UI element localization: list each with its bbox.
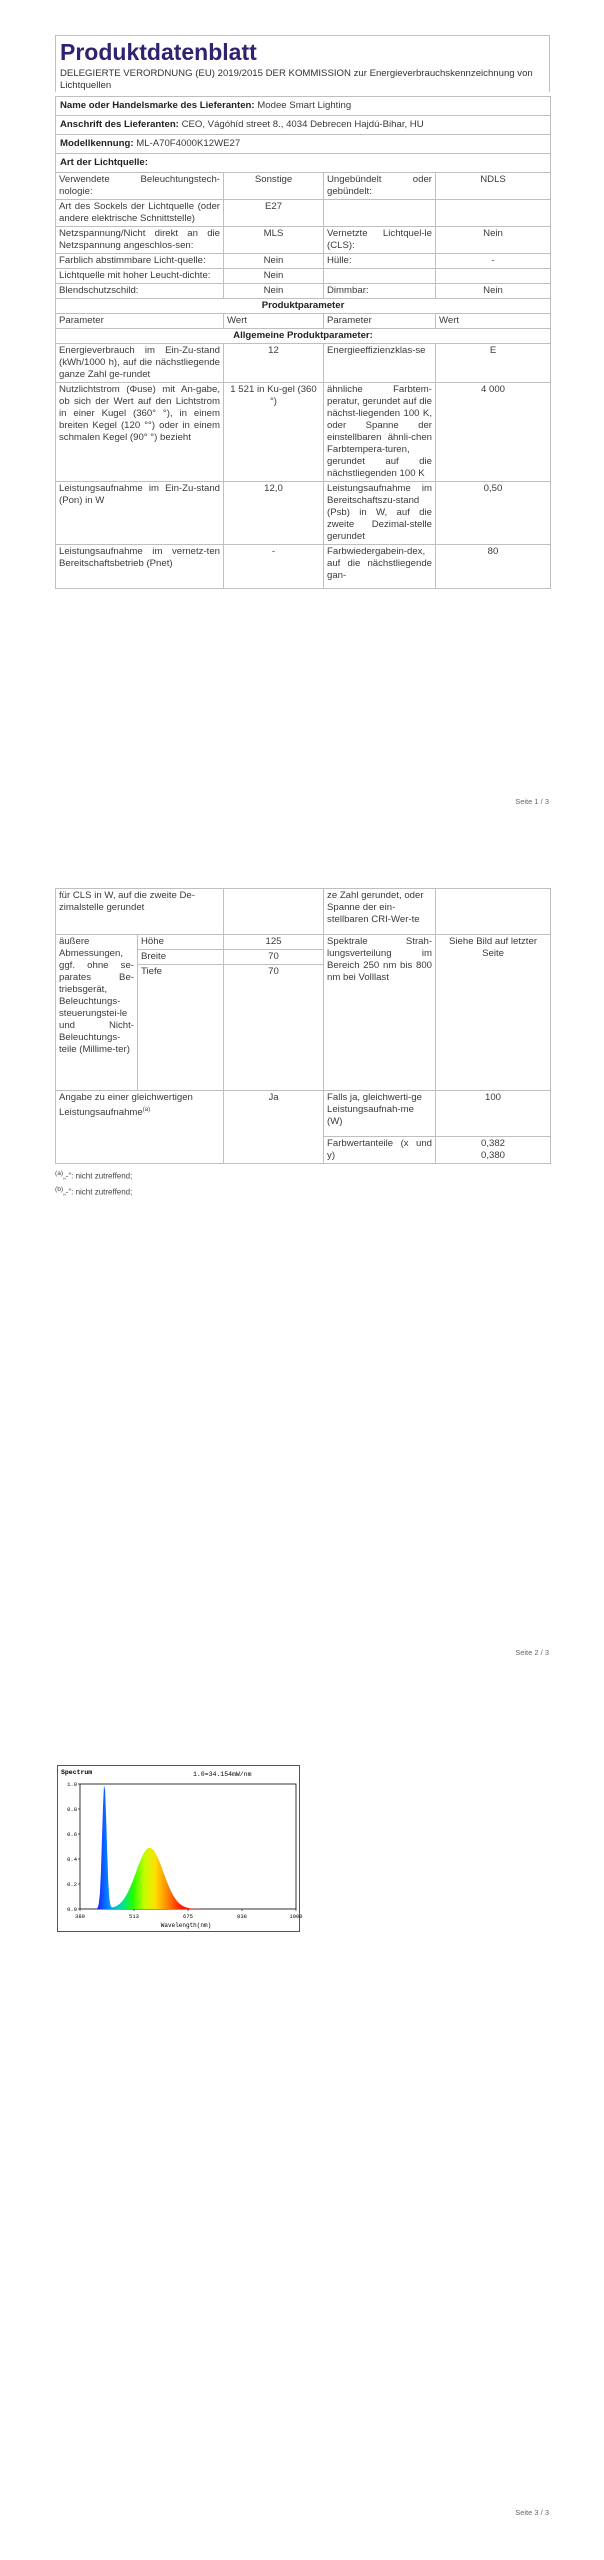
type-label [324, 269, 436, 284]
y-tick-label: 0.6 [67, 1831, 77, 1838]
param-value: E [436, 344, 551, 383]
equivalent-power-w-value: 100 [436, 1091, 551, 1137]
model-value: ML-A70F4000K12WE27 [136, 138, 241, 149]
spectrum-figure [57, 1765, 303, 1932]
param-value: - [224, 545, 324, 589]
equivalent-power-w-label: Falls ja, gleichwerti-ge Leistungsaufnah-me (W) [324, 1091, 436, 1137]
supplier-name-value: Modee Smart Lighting [257, 100, 352, 111]
page-1 [0, 0, 604, 820]
supplier-name-row [56, 97, 551, 116]
type-row [56, 269, 551, 284]
spectrum-title: Spectrum [61, 1769, 93, 1776]
type-value: Nein [224, 284, 324, 299]
dimension-name: Höhe [138, 935, 224, 950]
type-value [436, 269, 551, 284]
continued-row [56, 889, 551, 935]
param-label: ähnliche Farbtem-peratur, gerundet auf die nächst-liegenden 100 K, oder Spanne der einstellbaren ähnli-chen Farbtempera-turen, gerundet auf die nächstliegenden 100 K [324, 383, 436, 482]
datasheet-table-page-2 [55, 888, 551, 1164]
footnote-text: „-“: nicht zutreffend; [63, 1187, 133, 1197]
param-value: 0,50 [436, 482, 551, 545]
type-row [56, 254, 551, 269]
param-value: 12,0 [224, 482, 324, 545]
type-row [56, 284, 551, 299]
spectrum-curve [80, 1785, 219, 1909]
model-label: Modellkennung: [60, 138, 134, 149]
dimension-value: 70 [224, 965, 324, 1091]
title-block [55, 35, 550, 92]
param-row [56, 383, 551, 482]
param-label: Energieverbrauch im Ein-Zu-stand (kWh/1000 h), auf die nächstliegende ganze Zahl ge-rundet [56, 344, 224, 383]
type-label: Vernetzte Lichtquel-le (CLS): [324, 227, 436, 254]
type-row [56, 200, 551, 227]
column-header: Wert [224, 314, 324, 329]
param-label: Leistungsaufnahme im Ein-Zu-stand (Pon) in W [56, 482, 224, 545]
type-value: NDLS [436, 173, 551, 200]
type-value [436, 200, 551, 227]
equivalent-power-value: Ja [224, 1091, 324, 1164]
product-params-title: Produktparameter [56, 299, 551, 314]
type-label: Art des Sockels der Lichtquelle (oder andere elektrische Schnittstelle) [56, 200, 224, 227]
type-label: Dimmbar: [324, 284, 436, 299]
type-value: Nein [436, 227, 551, 254]
x-tick-label: 513 [129, 1913, 139, 1920]
spectrum-x-label: Wavelength(nm) [160, 1922, 212, 1929]
chromaticity-y-value: 0,380 [481, 1150, 506, 1161]
param-label: Leistungsaufnahme im Bereitschaftszu-stand (Psb) in W, auf die zweite Dezimal-stelle gerundet [324, 482, 436, 545]
general-params-title: Allgemeine Produktparameter: [56, 329, 551, 344]
spectrum-annotation: 1.0=34.154mW/nm [193, 1771, 252, 1778]
y-tick-label: 1.0 [67, 1781, 77, 1788]
param-label: Farbwiedergabein-dex, auf die nächstliegende gan- [324, 545, 436, 589]
footnotes [55, 1167, 550, 1198]
x-tick-label: 675 [183, 1913, 193, 1920]
footnote-mark: (b) [55, 1185, 64, 1193]
datasheet-page-1 [55, 35, 550, 589]
param-value [436, 889, 551, 935]
x-tick-label: 838 [237, 1913, 247, 1920]
page-number: Seite 1 / 3 [515, 797, 549, 806]
chromaticity-label: Farbwertanteile (x und y) [324, 1137, 436, 1164]
param-value: 12 [224, 344, 324, 383]
type-value: - [436, 254, 551, 269]
page-number: Seite 3 / 3 [515, 2508, 549, 2517]
column-header: Parameter [56, 314, 224, 329]
page-title: Produktdatenblatt [60, 39, 257, 65]
model-row [56, 135, 551, 154]
dimension-name: Tiefe [138, 965, 224, 1091]
equivalent-power-row [56, 1091, 551, 1137]
footnote-text: „-“: nicht zutreffend; [63, 1171, 133, 1181]
footnote-ref: (a) [142, 1107, 151, 1113]
datasheet-page-2 [55, 888, 550, 1198]
type-value: Sonstige [224, 173, 324, 200]
y-tick-label: 0.2 [67, 1881, 77, 1888]
param-value: 4 000 [436, 383, 551, 482]
type-label: Netzspannung/Nicht direkt an die Netzspannung angeschlos-sen: [56, 227, 224, 254]
y-tick-label: 0.8 [67, 1806, 77, 1813]
y-tick-label: 0.4 [67, 1856, 77, 1863]
light-source-type-label: Art der Lichtquelle: [56, 154, 551, 173]
y-tick-label: 0.0 [67, 1906, 77, 1913]
param-value: 1 521 in Ku-gel (360 °) [224, 383, 324, 482]
product-params-header-row [56, 299, 551, 314]
type-label: Farblich abstimmbare Licht-quelle: [56, 254, 224, 269]
type-label [324, 200, 436, 227]
light-source-type-row [56, 154, 551, 173]
dimension-value: 70 [224, 950, 324, 965]
regulation-subtitle: DELEGIERTE VERORDNUNG (EU) 2019/2015 DER KOMMISSION zur Energieverbrauchskennzeichnung von Lichtquellen [60, 68, 533, 91]
dimension-value: 125 [224, 935, 324, 950]
x-tick-label: 1000 [289, 1913, 303, 1920]
page-number: Seite 2 / 3 [515, 1648, 549, 1657]
type-value: MLS [224, 227, 324, 254]
footnote-a [55, 1167, 550, 1183]
type-label: Verwendete Beleuchtungstech-nologie: [56, 173, 224, 200]
type-label: Lichtquelle mit hoher Leucht-dichte: [56, 269, 224, 284]
spectrum-chart [58, 1766, 303, 1931]
param-label: für CLS in W, auf die zweite De-zimalstelle gerundet [56, 889, 224, 935]
footnote-mark: (a) [55, 1170, 64, 1177]
param-row [56, 482, 551, 545]
param-row [56, 344, 551, 383]
spectral-label: Spektrale Strah-lungsverteilung im Bereich 250 nm bis 800 nm bei Volllast [324, 935, 436, 1091]
param-label: Energieeffizienzklas-se [324, 344, 436, 383]
equivalent-power-label: Angabe zu einer gleichwertigen Leistungsaufnahme [59, 1092, 193, 1119]
datasheet-table-page-1 [55, 96, 551, 589]
param-label: Nutzlichtstrom (Φuse) mit An-gabe, ob sich der Wert auf den Lichtstrom in einer Kugel (360° °), in einem breiten Kegel (120 °°) oder in einem schmalen Kegel (90° °) bezieht [56, 383, 224, 482]
type-value: Nein [224, 269, 324, 284]
param-label: ze Zahl gerundet, oder Spanne der ein-stellbaren CRI-Wer-te [324, 889, 436, 935]
dimension-row [56, 935, 551, 950]
param-row [56, 545, 551, 589]
type-label: Blendschutzschild: [56, 284, 224, 299]
supplier-address-value: CEO, Vágóhíd street 8., 4034 Debrecen Hajdú-Bihar, HU [181, 119, 424, 130]
type-row [56, 173, 551, 200]
dimensions-label: äußere Abmessungen, ggf. ohne se-parates Be-triebsgerät, Beleuchtungs-steuerungstei-le und Nicht-Beleuchtungs-teile (Millime-ter) [56, 935, 138, 1091]
type-label: Hülle: [324, 254, 436, 269]
param-label: Leistungsaufnahme im vernetz-ten Bereitschaftsbetrieb (Pnet) [56, 545, 224, 589]
spectral-value: Siehe Bild auf letzter Seite [436, 935, 551, 1091]
dimension-name: Breite [138, 950, 224, 965]
footnote-b [55, 1183, 550, 1199]
column-header: Parameter [324, 314, 436, 329]
supplier-address-label: Anschrift des Lieferanten: [60, 119, 179, 130]
supplier-name-label: Name oder Handelsmarke des Lieferanten: [60, 100, 255, 111]
x-tick-label: 380 [75, 1913, 85, 1920]
column-header-row [56, 314, 551, 329]
type-value: E27 [224, 200, 324, 227]
param-value: 80 [436, 545, 551, 589]
type-label: Ungebündelt oder gebündelt: [324, 173, 436, 200]
general-params-header-row [56, 329, 551, 344]
type-value: Nein [224, 254, 324, 269]
chromaticity-x-value: 0,382 [481, 1138, 506, 1149]
column-header: Wert [436, 314, 551, 329]
type-row [56, 227, 551, 254]
supplier-address-row [56, 116, 551, 135]
plot-frame [80, 1784, 296, 1909]
param-value [224, 889, 324, 935]
page-2 [0, 888, 604, 1668]
type-value: Nein [436, 284, 551, 299]
